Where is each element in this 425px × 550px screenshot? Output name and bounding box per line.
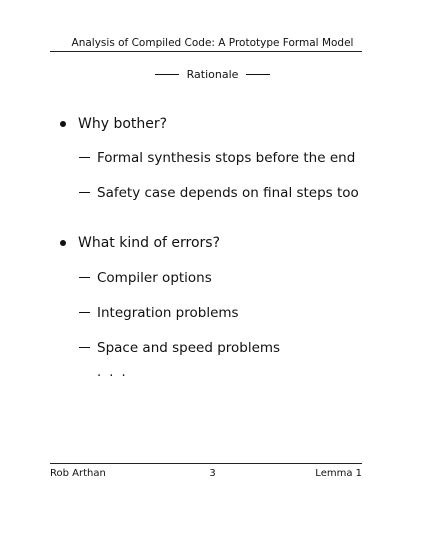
- sub-item-text: Integration problems: [97, 305, 239, 321]
- ellipsis: . . .: [97, 365, 128, 380]
- sub-item-text: Space and speed problems: [97, 340, 281, 356]
- section-title-text: Rationale: [186, 68, 239, 81]
- title-dash-left: [155, 74, 179, 75]
- footer-label: Lemma 1: [315, 468, 362, 479]
- dash-icon: [79, 347, 90, 348]
- dash-icon: [79, 157, 90, 158]
- dash-icon: [79, 192, 90, 193]
- sub-item-text: Formal synthesis stops before the end: [97, 150, 356, 166]
- sub-item-text: Compiler options: [97, 270, 212, 286]
- section-title: [0, 68, 425, 81]
- bullet-text: Why bother?: [78, 116, 168, 132]
- footer-author: Rob Arthan: [50, 468, 106, 479]
- dash-icon: [79, 312, 90, 313]
- bullet-text: What kind of errors?: [78, 235, 221, 251]
- dash-icon: [79, 277, 90, 278]
- page-number: 3: [209, 468, 216, 479]
- title-dash-right: [246, 74, 270, 75]
- header-title: Analysis of Compiled Code: A Prototype Formal Model: [71, 37, 354, 49]
- sub-item-text: Safety case depends on final steps too: [97, 185, 359, 201]
- bullet-icon: [60, 121, 66, 127]
- bullet-icon: [60, 240, 66, 246]
- header-rule: [50, 51, 362, 52]
- footer-rule: [50, 463, 362, 464]
